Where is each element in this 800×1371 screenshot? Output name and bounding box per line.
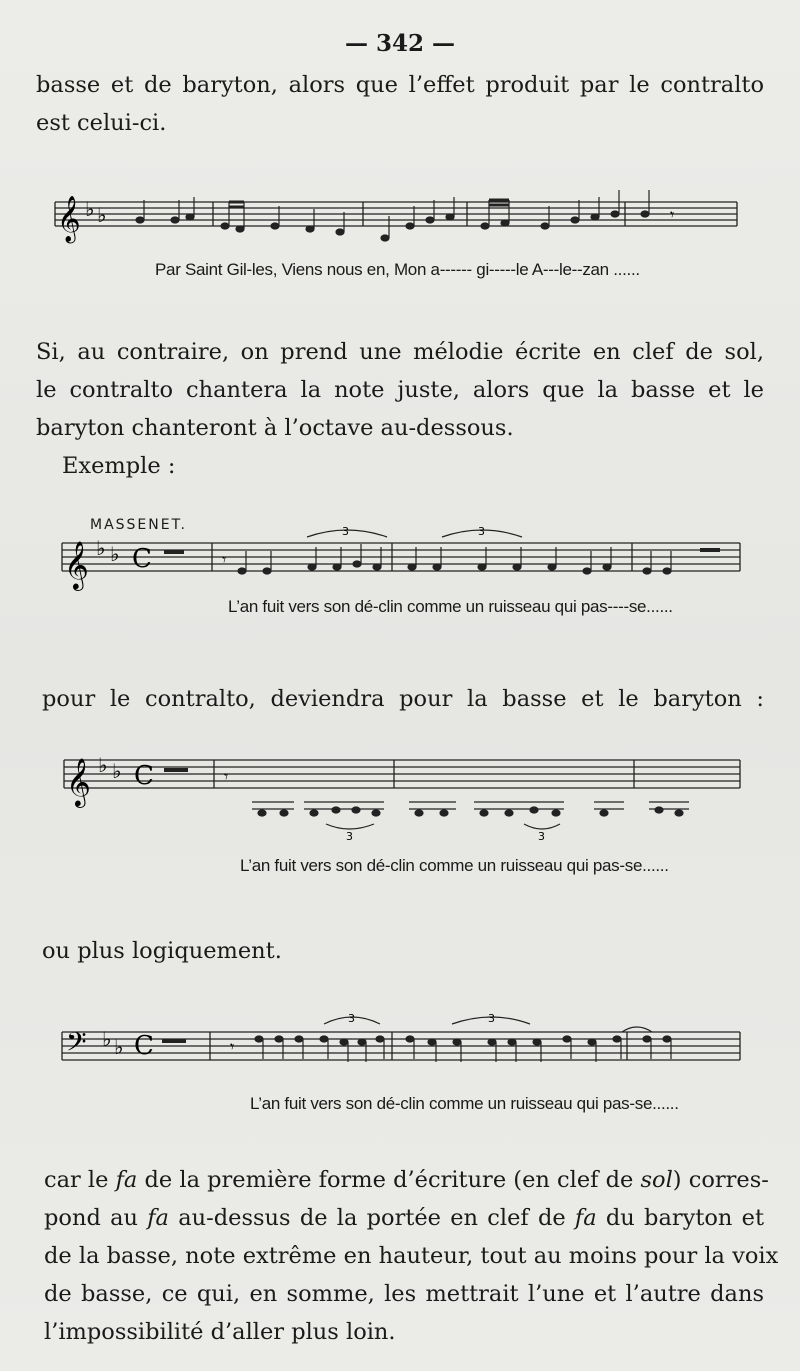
flat-icon: ♭ (98, 753, 108, 777)
para5-line-1: car le fa de la première forme d’écriture (en clef de sol) corres- (44, 1167, 769, 1193)
rest-icon: 𝄾 (670, 205, 675, 224)
paragraph-5 (36, 1161, 779, 1351)
triplet-mark: 3 (348, 1012, 355, 1025)
flat-icon: ♭ (102, 1027, 112, 1051)
flat-icon: ♭ (110, 542, 120, 566)
flat-icon: ♭ (96, 536, 106, 560)
flat-icon: ♭ (97, 203, 107, 227)
triplet-mark: 3 (488, 1012, 495, 1025)
lyrics-1: Par Saint Gil-les, Viens nous en, Mon a------ gi-----le A---le--zan ...... (155, 260, 640, 279)
paragraph-2 (36, 333, 764, 485)
intro-line-1: basse et de baryton, alors que l’effet produit par le contralto (36, 72, 764, 98)
intro-line-2: est celui-ci. (36, 110, 167, 136)
flat-icon: ♭ (114, 1035, 124, 1059)
common-time-icon: C (134, 1031, 154, 1061)
paragraph-4 (36, 932, 764, 970)
intro-paragraph (36, 66, 764, 142)
para2-line-3: baryton chanteront à l’octave au-dessous. (36, 415, 514, 441)
para3-line-1: pour le contralto, deviendra pour la basse et le baryton : (42, 686, 764, 712)
lyrics-4: L’an fuit vers son dé-clin comme un ruisseau qui pas-se...... (250, 1094, 679, 1113)
triplet-mark: 3 (478, 525, 485, 538)
rest-icon: 𝄾 (224, 767, 229, 786)
lyrics-2: L’an fuit vers son dé-clin comme un ruisseau qui pas----se...... (228, 597, 673, 616)
notes-4 (255, 1036, 671, 1062)
lyrics-3: L’an fuit vers son dé-clin comme un ruisseau qui pas-se...... (240, 856, 669, 875)
treble-clef-icon: 𝄞 (66, 757, 91, 806)
para5-line-4: de basse, ce qui, en somme, les mettrait l’une et l’autre dans (44, 1281, 764, 1307)
triplet-mark: 3 (342, 525, 349, 538)
rest-icon: 𝄾 (230, 1037, 235, 1056)
music-staff-3 (64, 750, 744, 843)
common-time-icon: C (132, 544, 152, 574)
music-staff-1 (55, 180, 740, 260)
common-time-icon: C (134, 761, 154, 791)
para5-line-3: de la basse, note extrême en hauteur, tout au moins pour la voix (44, 1243, 779, 1269)
triplet-mark: 3 (538, 830, 545, 843)
notes-2 (238, 544, 671, 574)
para2-line-1: Si, au contraire, on prend une mélodie écrite en clef de sol, (36, 339, 764, 365)
flat-icon: ♭ (112, 759, 122, 783)
treble-clef-icon: 𝄞 (57, 196, 81, 242)
notes-3-ledger (252, 802, 689, 816)
para5-line-2: pond au fa au-dessus de la portée en clef de fa du baryton et (44, 1205, 764, 1231)
bass-clef-icon: 𝄢 (66, 1026, 87, 1064)
flat-icon: ♭ (85, 197, 95, 221)
music-staff-4 (62, 1010, 742, 1090)
para2-line-4: Exemple : (62, 453, 176, 479)
rest-icon: 𝄾 (222, 550, 227, 569)
composer-name: MASSENET. (90, 517, 187, 533)
para5-line-5: l’impossibilité d’aller plus loin. (44, 1319, 396, 1345)
para4-line-1: ou plus logiquement. (42, 938, 282, 964)
triplet-mark: 3 (346, 830, 353, 843)
para2-line-2: le contralto chantera la note juste, alors que la basse et le (36, 377, 764, 403)
page-number: — 342 — (344, 30, 456, 57)
music-staff-2 (62, 525, 742, 605)
paragraph-3 (36, 680, 764, 718)
treble-clef-icon: 𝄞 (64, 540, 89, 589)
